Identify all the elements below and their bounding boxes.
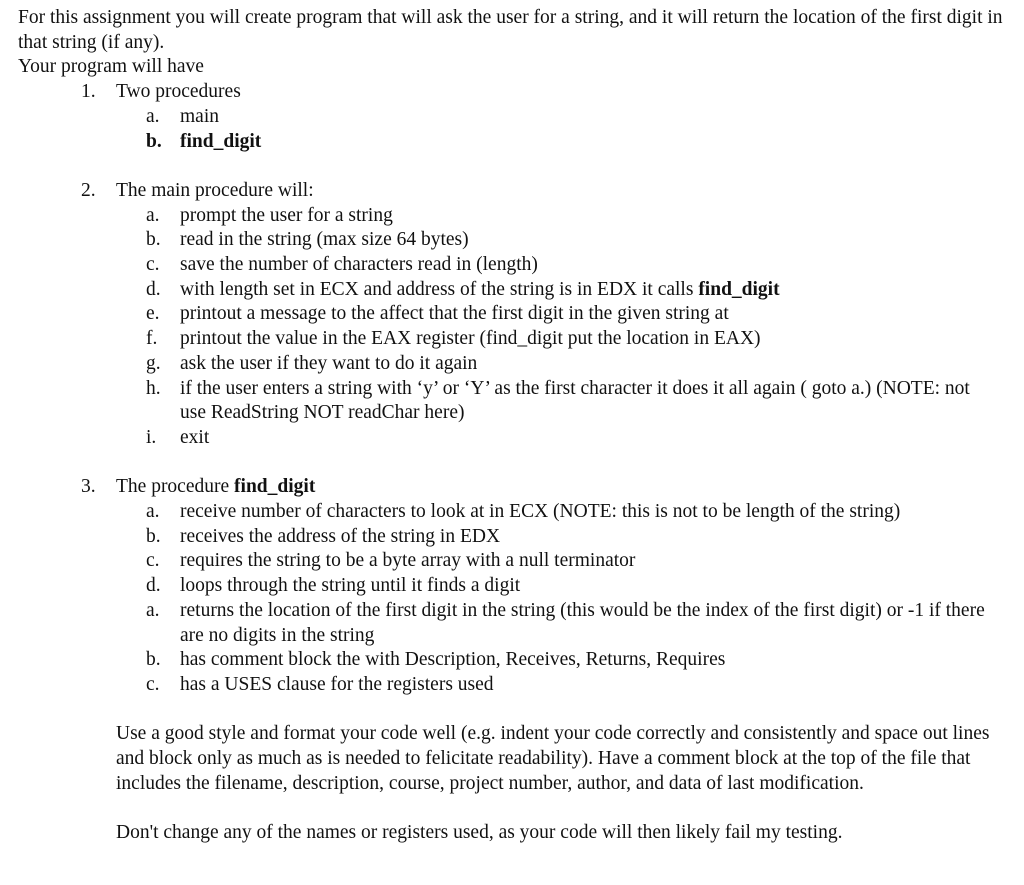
intro: [18, 6, 1018, 80]
item-letter: c.: [146, 254, 160, 276]
section-title: Two procedures: [116, 81, 241, 103]
list-item: [18, 278, 1018, 303]
item-text: receives the address of the string in EDX: [180, 525, 501, 547]
section-number: 1.: [81, 81, 96, 103]
item-text: has a USES clause for the registers used: [180, 673, 494, 695]
list-item: [18, 525, 1018, 550]
spacer: [18, 154, 1018, 179]
section-3-heading: [18, 475, 1018, 500]
section-number: 3.: [81, 476, 96, 498]
list-item: [18, 648, 1018, 673]
list-item: [18, 352, 1018, 377]
list-item: [18, 377, 980, 426]
item-letter: a.: [146, 501, 160, 523]
item-text: with length set in ECX and address of the string is in EDX it calls: [180, 278, 699, 300]
item-text: loops through the string until it finds a digit: [180, 575, 521, 597]
item-text: returns the location of the first digit in the string (this would be the index of the first digit) or -1 if there are no digits in the string: [180, 599, 985, 646]
closing-notes: [18, 722, 996, 846]
list-item: [18, 599, 1000, 648]
item-letter: a.: [146, 599, 160, 621]
intro-lead-in: Your program will have: [18, 56, 204, 78]
item-text: receive number of characters to look at in ECX (NOTE: this is not to be length of the string): [180, 501, 901, 523]
item-text: main: [180, 105, 219, 127]
item-text: save the number of characters read in (length): [180, 254, 538, 276]
item-text: printout a message to the affect that the first digit in the given string at: [180, 303, 729, 325]
item-text: prompt the user for a string: [180, 204, 393, 226]
section-1-list: [18, 105, 1018, 154]
item-text-bold: find_digit: [698, 278, 780, 300]
list-item: [18, 228, 1018, 253]
section-title-bold: find_digit: [234, 476, 316, 498]
list-item: [18, 500, 1018, 525]
section-title: The main procedure will:: [116, 179, 314, 201]
item-letter: b.: [146, 525, 161, 547]
list-item: [18, 130, 1018, 155]
item-text: exit: [180, 426, 210, 448]
list-item: [18, 574, 1018, 599]
item-letter: b.: [146, 130, 162, 152]
assignment-document: [18, 6, 1018, 846]
item-text: if the user enters a string with ‘y’ or ‘Y’ as the first character it does it all again ( goto a.) (NOTE: not use ReadString NOT readChar here): [180, 377, 970, 424]
spacer: [116, 796, 996, 821]
item-letter: c.: [146, 550, 160, 572]
item-letter: b.: [146, 229, 161, 251]
item-text: ask the user if they want to do it again: [180, 352, 478, 374]
spacer: [18, 698, 1018, 723]
item-letter: c.: [146, 673, 160, 695]
item-letter: d.: [146, 278, 161, 300]
item-text: read in the string (max size 64 bytes): [180, 229, 469, 251]
section-number: 2.: [81, 179, 96, 201]
list-item: [18, 105, 1018, 130]
item-text: requires the string to be a byte array with a null terminator: [180, 550, 636, 572]
item-letter: a.: [146, 204, 160, 226]
item-letter: b.: [146, 649, 161, 671]
item-letter: f.: [146, 328, 158, 350]
section-1-heading: [18, 80, 1018, 105]
intro-paragraph: For this assignment you will create program that will ask the user for a string, and it will return the location of the first digit in that string (if any).: [18, 7, 1003, 53]
item-letter: d.: [146, 575, 161, 597]
list-item: [18, 673, 1018, 698]
item-text: has comment block the with Description, Receives, Returns, Requires: [180, 649, 726, 671]
section-2-list: [18, 204, 1018, 451]
list-item: [18, 253, 1018, 278]
section-2-heading: [18, 179, 1018, 204]
list-item: [18, 426, 1018, 451]
list-item: [18, 549, 1018, 574]
item-letter: h.: [146, 377, 161, 399]
item-text: find_digit: [180, 130, 262, 152]
style-paragraph: Use a good style and format your code well (e.g. indent your code correctly and consistently and space out lines and block only as much as is needed to felicitate readability). Have a comment block at the top of the file that includes the filename, description, course, project number, author, and data of last modification.: [116, 723, 990, 794]
section-3-list: [18, 500, 1018, 698]
item-letter: e.: [146, 303, 160, 325]
item-letter: i.: [146, 426, 157, 448]
spacer: [18, 451, 1018, 476]
list-item: [18, 327, 1018, 352]
list-item: [18, 204, 1018, 229]
item-letter: g.: [146, 352, 161, 374]
item-letter: a.: [146, 105, 160, 127]
section-title: The procedure: [116, 476, 235, 498]
item-text: printout the value in the EAX register (find_digit put the location in EAX): [180, 328, 761, 350]
names-paragraph: Don't change any of the names or registers used, as your code will then likely fail my testing.: [116, 822, 843, 844]
list-item: [18, 302, 1018, 327]
